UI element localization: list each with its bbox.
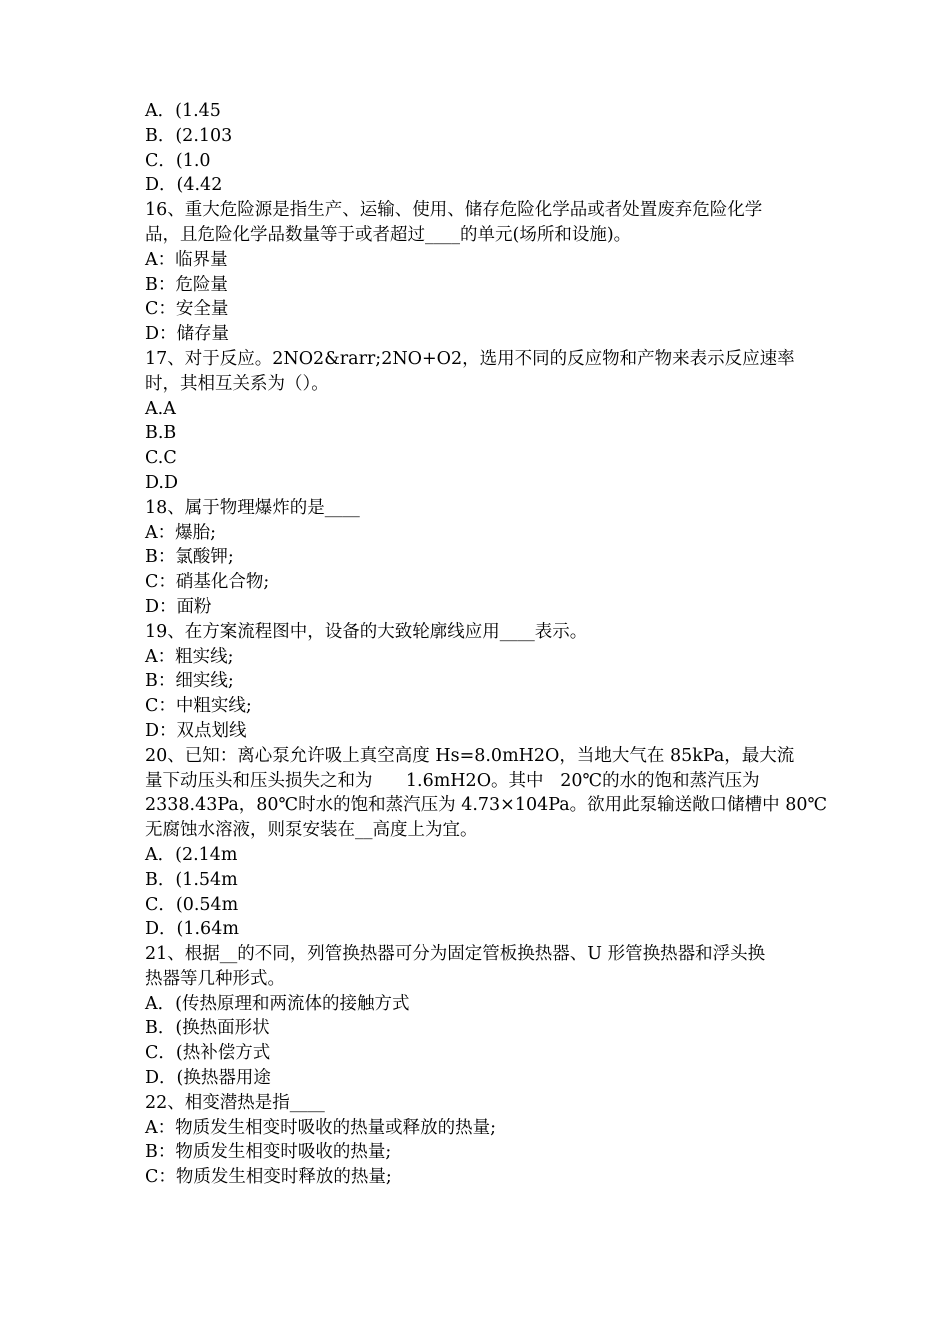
option-line: D．(4.42 <box>145 175 223 196</box>
option-line: A：爆胎; <box>145 522 217 543</box>
option-line: A．(传热原理和两流体的接触方式 <box>145 993 410 1014</box>
question-16-line: 16、重大危险源是指生产、运输、使用、储存危险化学品或者处置废弃危险化学 <box>145 200 763 221</box>
option-line: C：硝基化合物; <box>145 572 270 593</box>
question-19-line: 19、在方案流程图中，设备的大致轮廓线应用____表示。 <box>145 621 588 642</box>
question-16-line: 品，且危险化学品数量等于或者超过____的单元(场所和设施)。 <box>145 224 632 245</box>
question-21-line: 热器等几种形式。 <box>145 968 285 989</box>
question-21-line: 21、根据__的不同，列管换热器可分为固定管板换热器、U 形管换热器和浮头换 <box>145 944 766 965</box>
option-line: C．(热补偿方式 <box>145 1043 271 1064</box>
question-17-line: 17、对于反应。2NO2&rarr;2NO+O2，选用不同的反应物和产物来表示反应速率 <box>145 348 795 369</box>
option-line: C：中粗实线; <box>145 696 252 717</box>
option-line: B：危险量 <box>145 274 228 295</box>
option-line: B．(1.54m <box>145 869 238 890</box>
option-line: C：安全量 <box>145 299 229 320</box>
option-line: B：氯酸钾; <box>145 547 234 568</box>
question-20-line: 量下动压头和压头损失之和为 1.6mH2O。其中 20℃的水的饱和蒸汽压为 <box>145 770 760 791</box>
option-line: D：双点划线 <box>145 720 247 741</box>
option-line: A：粗实线; <box>145 646 234 667</box>
option-line: A．(1.45 <box>145 101 221 121</box>
option-line: C.C <box>145 448 177 469</box>
option-line: C：物质发生相变时释放的热量; <box>145 1167 392 1188</box>
option-line: D.D <box>145 472 179 493</box>
option-line: C．(0.54m <box>145 894 239 915</box>
option-line: D．(换热器用途 <box>145 1068 271 1089</box>
question-20-line: 20、已知：离心泵允许吸上真空高度 Hs=8.0mH2O，当地大气在 85kPa，最大流 <box>145 745 795 766</box>
question-20-line: 无腐蚀水溶液，则泵安装在__高度上为宜。 <box>145 820 478 841</box>
option-line: B.B <box>145 423 177 444</box>
option-line: B．(换热面形状 <box>145 1018 270 1039</box>
option-line: B：细实线; <box>145 671 234 692</box>
question-18-line: 18、属于物理爆炸的是____ <box>145 497 360 518</box>
option-line: B．(2.103 <box>145 125 233 146</box>
option-line: D：面粉 <box>145 596 212 617</box>
option-line: D．(1.64m <box>145 919 239 940</box>
question-20-line: 2338.43Pa，80℃时水的饱和蒸汽压为 4.73×104Pa。欲用此泵输送敞口储槽中 80℃ <box>145 795 828 816</box>
option-line: A：临界量 <box>145 249 228 270</box>
option-line: A.A <box>145 398 176 419</box>
question-17-line: 时，其相互关系为（）。 <box>145 373 329 394</box>
question-22-line: 22、相变潜热是指____ <box>145 1092 325 1113</box>
question-text-body <box>145 99 835 1190</box>
option-line: B：物质发生相变时吸收的热量; <box>145 1142 392 1163</box>
option-line: A．(2.14m <box>145 844 238 865</box>
option-line: D：储存量 <box>145 324 230 345</box>
option-line: A：物质发生相变时吸收的热量或释放的热量; <box>145 1117 497 1138</box>
option-line: C．(1.0 <box>145 150 211 171</box>
